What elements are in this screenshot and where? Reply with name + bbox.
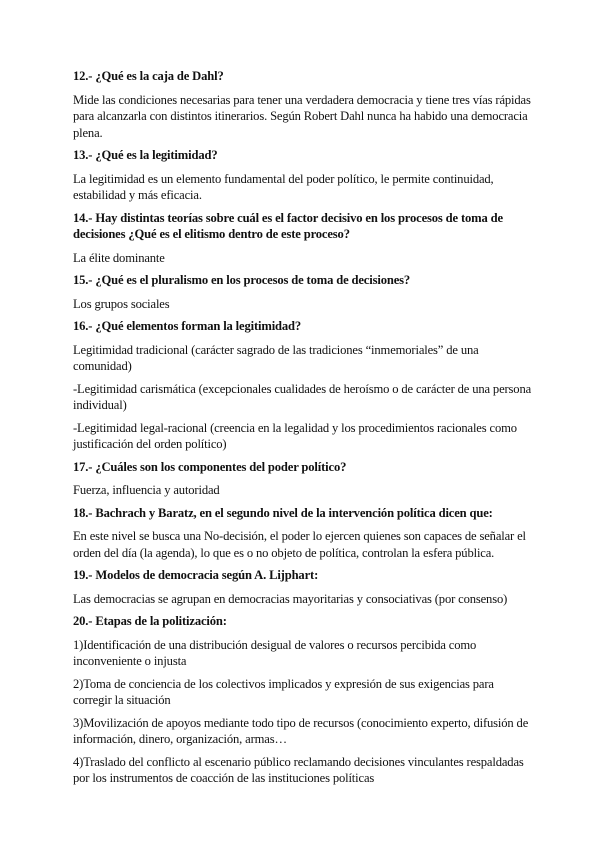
question-12: 12.- ¿Qué es la caja de Dahl? [73,69,224,83]
question-13: 13.- ¿Qué es la legitimidad? [73,148,218,162]
answer-15: Los grupos sociales [73,296,170,311]
answer-20-step-2: 2)Toma de conciencia de los colectivos implicados y expresión de sus exigencias para corregir la situación [73,676,494,707]
question-14: 14.- Hay distintas teorías sobre cuál es el factor decisivo en los procesos de toma de decisiones ¿Qué es el elitismo dentro de este proceso? [73,210,503,241]
document-page [73,68,533,793]
answer-18: En este nivel se busca una No-decisión, el poder lo ejercen quienes son capaces de señalar el orden del día (la agenda), lo que es o no objeto de política, controlan la esfera pública. [73,529,526,560]
answer-17: Fuerza, influencia y autoridad [73,483,220,497]
question-20: 20.- Etapas de la politización: [73,614,227,628]
answer-20-step-1: 1)Identificación de una distribución desigual de valores o recursos percibida como inconveniente o injusta [73,637,477,668]
answer-20-step-4: 4)Traslado del conflicto al escenario público reclamando decisiones vinculantes respaldadas por los instrumentos de coacción de las instituciones políticas [73,754,524,785]
question-17: 17.- ¿Cuáles son los componentes del poder político? [73,459,347,474]
answer-20-step-3: 3)Movilización de apoyos mediante todo tipo de recursos (conocimiento experto, difusión de información, dinero, organización, armas… [73,715,529,746]
answer-13: La legitimidad es un elemento fundamental del poder político, le permite continuidad, estabilidad y más eficacia. [73,171,494,202]
question-16: 16.- ¿Qué elementos forman la legitimidad? [73,319,302,333]
answer-19: Las democracias se agrupan en democracias mayoritarias y consociativas (por consenso) [73,591,508,606]
answer-16-item-2: -Legitimidad carismática (excepcionales cualidades de heroísmo o de carácter de una persona individual) [73,381,532,412]
question-15: 15.- ¿Qué es el pluralismo en los procesos de toma de decisiones? [73,273,411,287]
question-18: 18.- Bachrach y Baratz, en el segundo nivel de la intervención política dicen que: [73,505,493,520]
answer-12: Mide las condiciones necesarias para tener una verdadera democracia y tiene tres vías rápidas para alcanzarla con distintos itinerarios. Según Robert Dahl nunca ha habido una democracia plena. [73,92,531,140]
answer-14: La élite dominante [73,250,165,265]
answer-16-item-3: -Legitimidad legal-racional (creencia en la legalidad y los procedimientos racionales como justificación del orden político) [73,420,517,451]
question-19: 19.- Modelos de democracia según A. Lijphart: [73,568,319,582]
answer-16-item-1: Legitimidad tradicional (carácter sagrado de las tradiciones “inmemoriales” de una comunidad) [73,342,479,373]
